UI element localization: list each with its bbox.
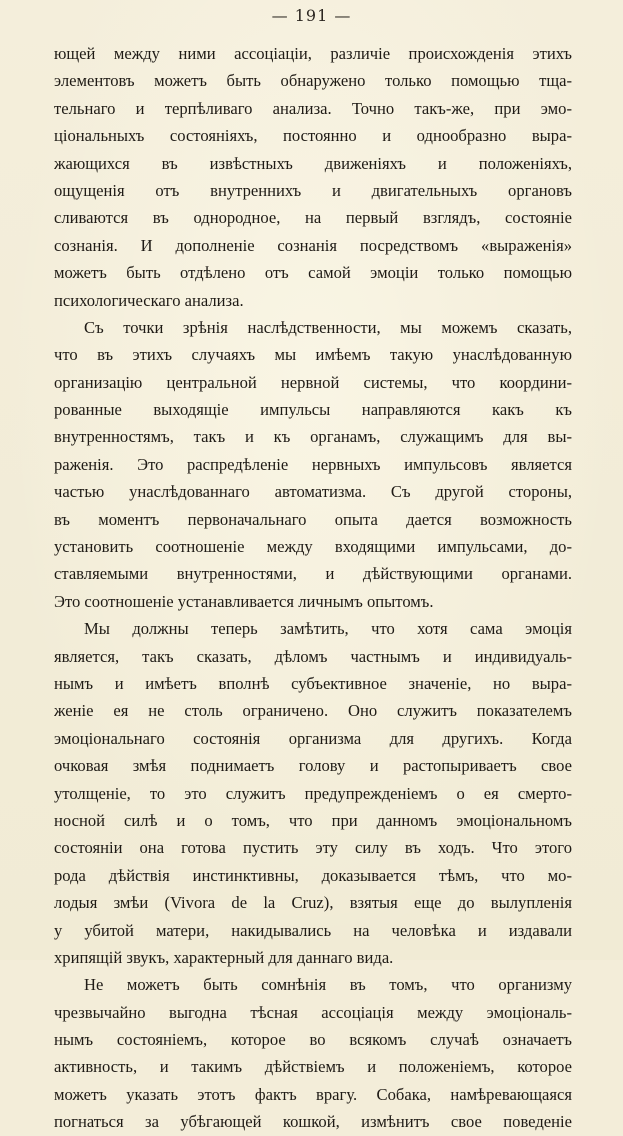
text-line: что въ этихъ случаяхъ мы имѣемъ такую унаслѣдованную <box>54 345 572 365</box>
text-line: внутренностямъ, такъ и къ органамъ, служащимъ для вы- <box>54 427 572 447</box>
text-line: тельнаго и терпѣливаго анализа. Точно такъ-же, при эмо- <box>54 98 572 118</box>
text-line: активность, и такимъ дѣйствіемъ и положеніемъ, которое <box>54 1057 572 1077</box>
text-line: сознанія. И дополненіе сознанія посредствомъ «выраженія» <box>54 235 572 255</box>
text-line: организацію центральной нервной системы, что координи- <box>54 372 572 392</box>
text-line: лодыя змѣи (Vivora de la Cruz), взятыя еще до вылупленія <box>54 893 572 913</box>
text-line: у убитой матери, накидывались на человѣка и издавали <box>54 920 572 940</box>
paragraph <box>54 971 572 1135</box>
text-line: хрипящій звукъ, характерный для даннаго вида. <box>54 947 394 967</box>
text-line: нымъ состояніемъ, которое во всякомъ случаѣ означаетъ <box>54 1030 572 1050</box>
text-line: эмоціональнаго состоянія организма для другихъ. Когда <box>54 728 572 748</box>
text-line: ющей между ними ассоціаціи, различіе происхожденія этихъ <box>54 44 572 63</box>
paragraph <box>54 615 572 971</box>
text-line: установить соотношеніе между входящими импульсами, до- <box>54 537 572 557</box>
text-line: ощущенія отъ внутреннихъ и двигательныхъ органовъ <box>54 180 572 200</box>
text-line: женіе ея не столь ограничено. Оно служитъ показателемъ <box>54 701 572 721</box>
text-line: Не можетъ быть сомнѣнія въ томъ, что организму <box>84 975 572 995</box>
text-line: очковая змѣя поднимаетъ голову и растопыриваетъ свое <box>54 756 572 776</box>
text-line: чрезвычайно выгодна тѣсная ассоціація между эмоціональ- <box>54 1002 572 1022</box>
text-line: ціональныхъ состояніяхъ, постоянно и однообразно выра- <box>54 126 572 146</box>
text-line: носной силѣ и о томъ, что при данномъ эмоціональномъ <box>54 810 572 830</box>
text-line: Это соотношеніе устанавливается личнымъ опытомъ. <box>54 591 434 611</box>
text-line: частью унаслѣдованнаго автоматизма. Съ другой стороны, <box>54 482 572 502</box>
text-line: въ моментъ первоначальнаго опыта дается возможность <box>54 509 572 529</box>
paragraph <box>54 40 572 314</box>
body-text <box>54 40 572 1136</box>
text-line: психологическаго анализа. <box>54 290 244 310</box>
text-line: является, такъ сказать, дѣломъ частнымъ и индивидуаль- <box>54 646 572 666</box>
text-line: рода дѣйствія инстинктивны, доказывается тѣмъ, что мо- <box>54 865 572 885</box>
text-line: жающихся въ извѣстныхъ движеніяхъ и положеніяхъ, <box>54 153 572 173</box>
page-number: — 191 — <box>271 6 352 25</box>
text-line: погнаться за убѣгающей кошкой, измѣнитъ свое поведеніе <box>54 1112 572 1132</box>
text-line: сливаются въ однородное, на первый взглядъ, состояніе <box>54 208 572 228</box>
text-line: утолщеніе, то это служитъ предупрежденіемъ о ея смерто- <box>54 783 572 803</box>
text-line: элементовъ можетъ быть обнаружено только помощью тща- <box>54 71 572 91</box>
text-line: Съ точки зрѣнія наслѣдственности, мы можемъ сказать, <box>84 317 572 337</box>
text-line: ставляемыми внутренностями, и дѣйствующими органами. <box>54 564 572 584</box>
text-line: Мы должны теперь замѣтить, что хотя сама эмоція <box>84 619 572 639</box>
text-line: состояніи она готова пустить эту силу въ ходъ. Что этого <box>54 838 572 858</box>
paragraph <box>54 314 572 615</box>
text-line: рованные выходящіе импульсы направляются какъ къ <box>54 400 572 420</box>
text-line: раженія. Это распредѣленіе нервныхъ импульсовъ является <box>54 454 572 474</box>
text-line: можетъ быть отдѣлено отъ самой эмоціи только помощью <box>54 263 572 283</box>
text-line: можетъ указать этотъ фактъ врагу. Собака, намѣревающаяся <box>54 1084 572 1104</box>
text-line: нымъ и имѣетъ вполнѣ субъективное значеніе, но выра- <box>54 673 572 693</box>
